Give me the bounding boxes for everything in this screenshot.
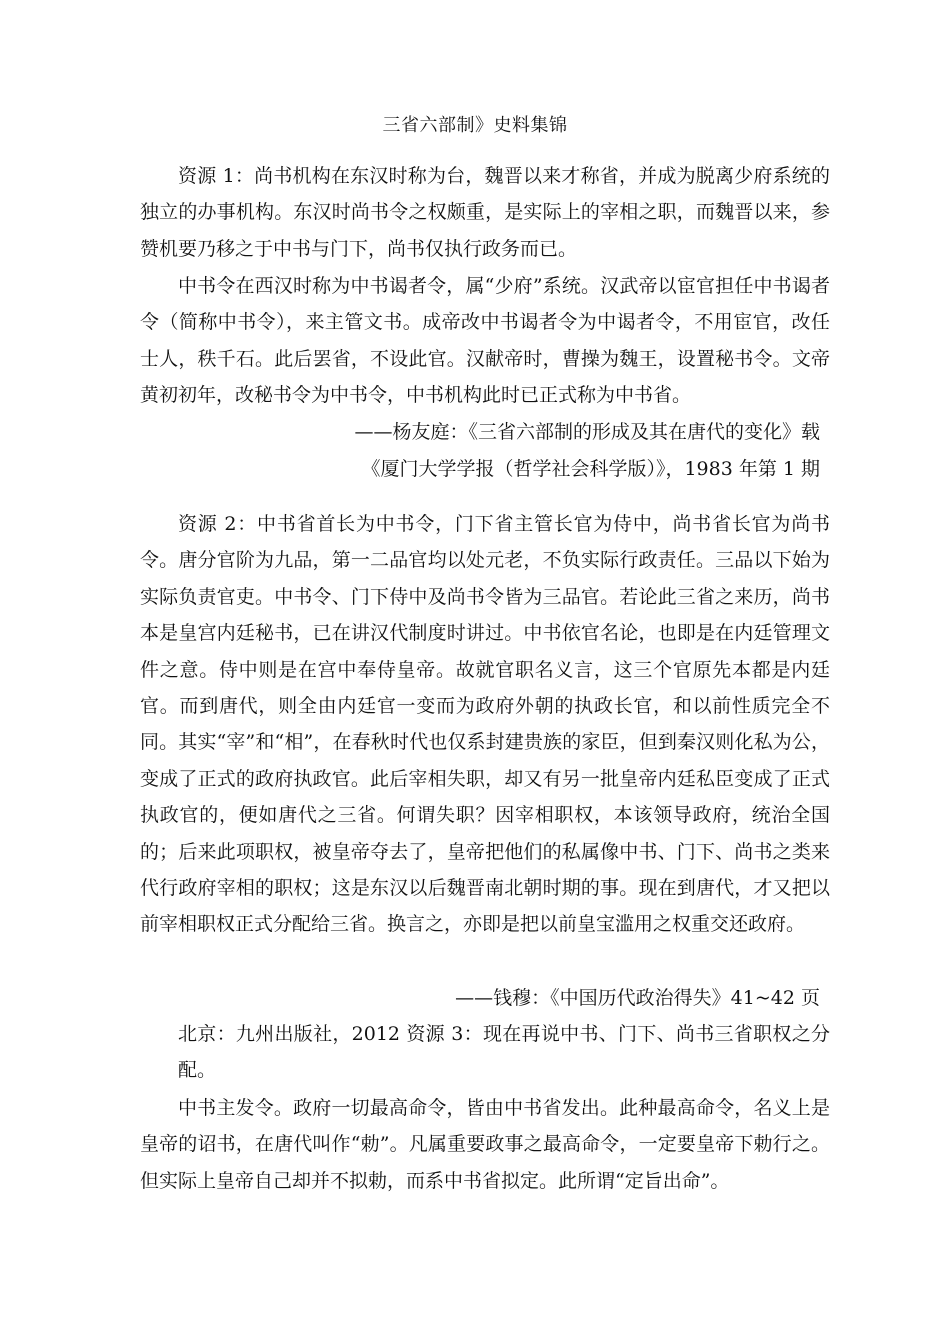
source1-citation-line1: ——杨友庭：《三省六部制的形成及其在唐代的变化》载	[354, 421, 820, 443]
document-title: 三省六部制》史料集锦	[382, 115, 568, 136]
source1-paragraph1: 资源 1：尚书机构在东汉时称为台，魏晋以来才称省，并成为脱离少府系统的独立的办事机构。东汉时尚书令之权颇重，是实际上的宰相之职，而魏晋以来，参赞机要乃移之于中书与门下，尚书仅执行政务而已。	[140, 165, 830, 260]
source2-citation-line2: 北京：九州出版社，2012 资源 3：现在再说中书、门下、尚书三省职权之分配。	[178, 1023, 830, 1082]
source2-paragraph1: 资源 2：中书省首长为中书令，门下省主管长官为侍中，尚书省长官为尚书令。唐分官阶为九品，第一二品官均以处元老，不负实际行政责任。三品以下始为实际负责官吏。中书令、门下侍中及尚书令皆为三品官。若论此三省之来历，尚书本是皇宫内廷秘书，已在讲汉代制度时讲过。中书依官名论，也即是在内廷管理文件之意。侍中则是在宫中奉侍皇帝。故就官职名义言，这三个官原先本都是内廷官。而到唐代，则全由内廷官一变而为政府外朝的执政长官，和以前性质完全不同。其实“宰”和“相”，在春秋时代也仅系封建贵族的家臣，但到秦汉则化私为公，变成了正式的政府执政官。此后宰相失职，却又有另一批皇帝内廷私臣变成了正式执政官的，便如唐代之三省。何谓失职？因宰相职权，本该领导政府，统治全国的；后来此项职权，被皇帝夺去了，皇帝把他们的私属像中书、门下、尚书之类来代行政府宰相的职权；这是东汉以后魏晋南北朝时期的事。现在到唐代，才又把以前宰相职权正式分配给三省。换言之，亦即是把以前皇宝滥用之权重交还政府。	[140, 513, 830, 936]
source2-citation-line1: ——钱穆：《中国历代政治得失》41~42 页	[455, 987, 820, 1009]
source1-paragraph2: 中书令在西汉时称为中书谒者令，属“少府”系统。汉武帝以宦官担任中书谒者令（简称中书令），来主管文书。成帝改中书谒者令为中谒者令，不用宦官，改任士人，秩千石。此后罢省，不设此官。汉献帝时，曹操为魏王，设置秘书令。文帝黄初初年，改秘书令为中书令，中书机构此时已正式称为中书省。	[140, 275, 830, 407]
source1-citation-line2: 《厦门大学学报（哲学社会科学版）》，1983 年第 1 期	[361, 458, 820, 480]
source3-paragraph1: 中书主发令。政府一切最高命令，皆由中书省发出。此种最高命令，名义上是皇帝的诏书，在唐代叫作“勅”。凡属重要政事之最高命令，一定要皇帝下勅行之。但实际上皇帝自己却并不拟勅，而系中书省拟定。此所谓“定旨出命”。	[140, 1097, 830, 1192]
